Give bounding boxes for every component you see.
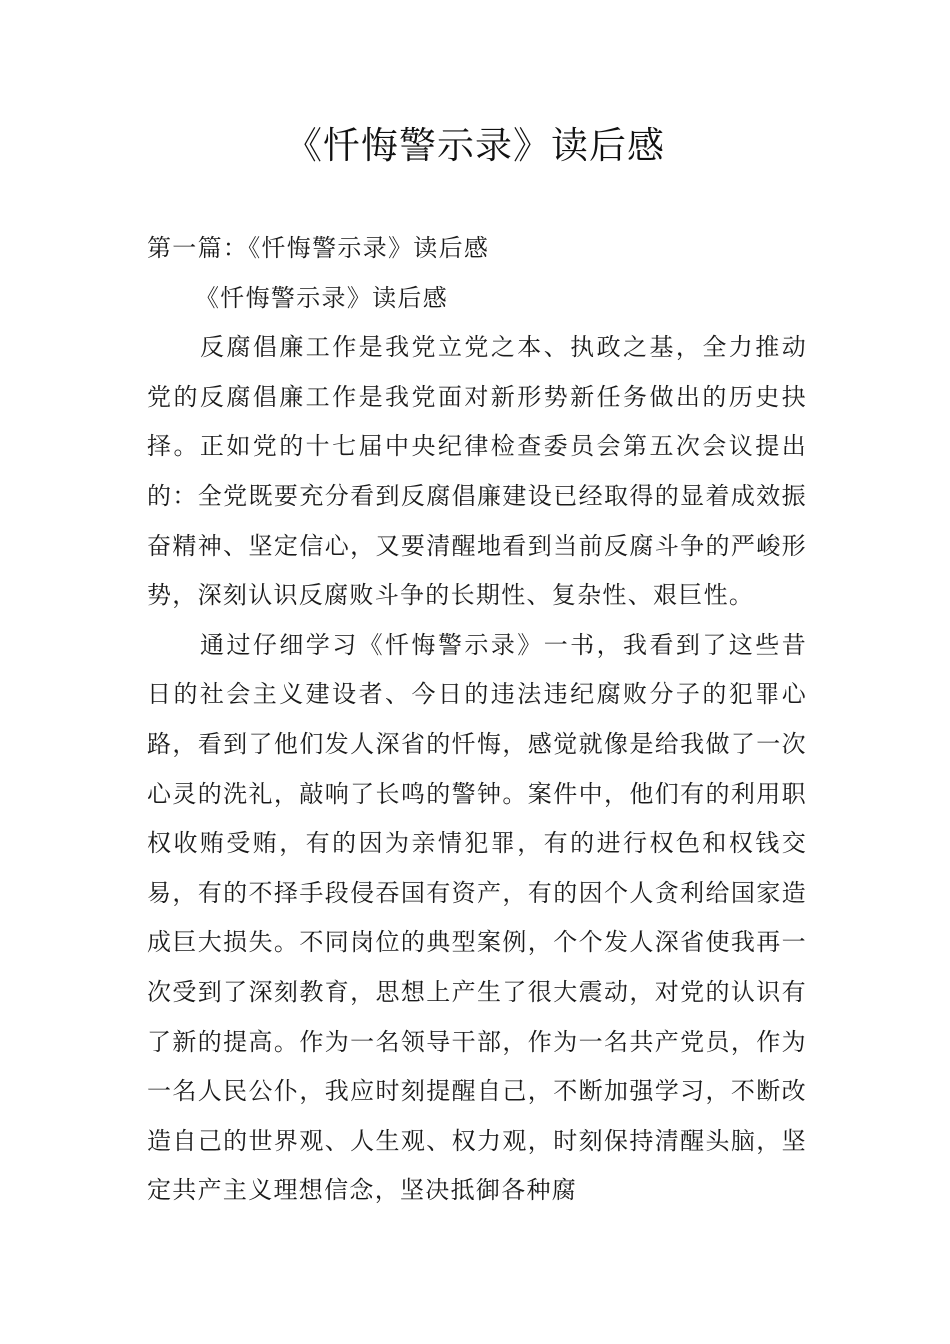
sub-heading: 《忏悔警示录》读后感 (195, 283, 448, 312)
body-paragraph: 反腐倡廉工作是我党立党之本、执政之基，全力推动党的反腐倡廉工作是我党面对新形势新任务做出的历史抉择。正如党的十七届中央纪律检查委员会第五次会议提出的：全党既要充分看到反腐倡廉建设已经取得的显着成效振奋精神、坚定信心，又要清醒地看到当前反腐斗争的严峻形势，深刻认识反腐败斗争的长期性、复杂性、艰巨性。 (147, 333, 807, 610)
section-heading: 第一篇：《忏悔警示录》读后感 (147, 234, 490, 262)
body-paragraph: 通过仔细学习《忏悔警示录》一书，我看到了这些昔日的社会主义建设者、今日的违法违纪腐败分子的犯罪心路，看到了他们发人深省的忏悔，感觉就像是给我做了一次心灵的洗礼，敲响了长鸣的警钟。案件中，他们有的利用职权收贿受贿，有的因为亲情犯罪，有的进行权色和权钱交易，有的不择手段侵吞国有资产，有的因个人贪利给国家造成巨大损失。不同岗位的典型案例，个个发人深省使我再一次受到了深刻教育，思想上产生了很大震动，对党的认识有了新的提高。作为一名领导干部，作为一名共产党员，作为一名人民公仆，我应时刻提醒自己，不断加强学习，不断改造自己的世界观、人生观、权力观，时刻保持清醒头脑，坚定共产主义理想信念，坚决抵御各种腐 (147, 630, 807, 1205)
document-body (147, 224, 807, 1216)
document-title: 《忏悔警示录》读后感 (285, 124, 665, 167)
